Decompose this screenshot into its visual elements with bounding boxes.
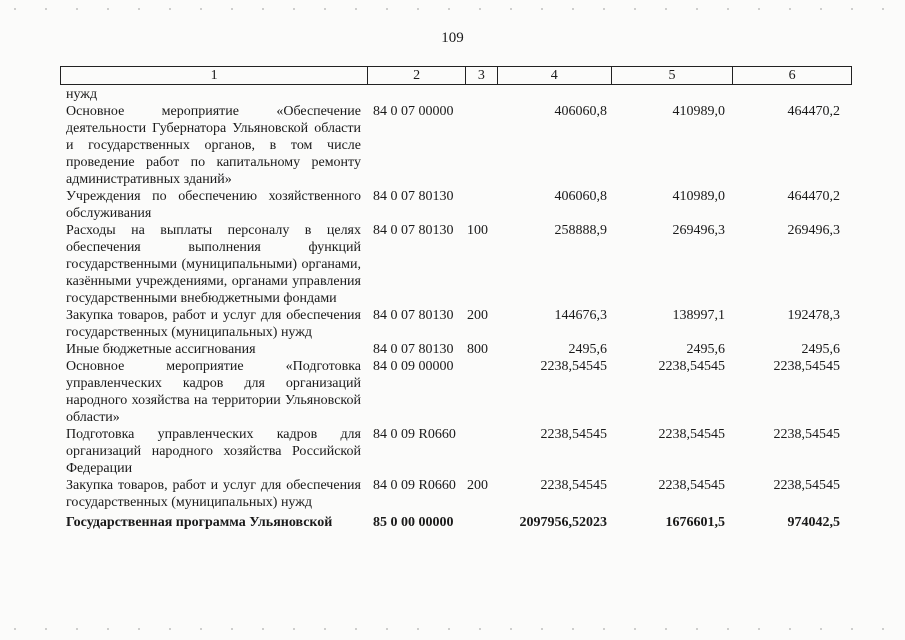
row-value-6: 2238,54545	[773, 359, 840, 374]
row-name: Основное мероприятие «Подготовка управленческих кадров для организаций народного хозяйства на территории Ульяновской области»	[66, 359, 361, 425]
row-name: Учреждения по обеспечению хозяйственного обслуживания	[66, 189, 361, 221]
row-type	[465, 188, 497, 222]
row-value-4: 2238,54545	[540, 478, 607, 493]
table-row	[60, 86, 852, 103]
header-col-6: 6	[732, 67, 851, 84]
row-value-5	[611, 86, 733, 103]
row-value-6: 2495,6	[801, 342, 840, 357]
row-type	[465, 514, 497, 531]
row-value-5: 138997,1	[672, 308, 725, 323]
row-code: 84 0 07 80130	[373, 308, 454, 323]
header-col-5: 5	[611, 67, 733, 84]
row-code: 84 0 07 80130	[373, 189, 454, 204]
row-name: Государственная программа Ульяновской	[66, 515, 333, 530]
row-value-5: 2238,54545	[658, 478, 725, 493]
row-value-5: 410989,0	[672, 104, 725, 119]
row-type: 200	[467, 308, 488, 323]
table-header-row	[60, 66, 852, 85]
row-value-4: 258888,9	[554, 223, 607, 238]
row-value-4: 2495,6	[568, 342, 607, 357]
row-type: 800	[467, 342, 488, 357]
row-value-4: 144676,3	[554, 308, 607, 323]
row-value-6: 974042,5	[787, 515, 840, 530]
row-code: 84 0 07 80130	[373, 342, 454, 357]
row-code: 84 0 09 R0660	[373, 427, 456, 442]
row-name: Иные бюджетные ассигнования	[66, 342, 256, 357]
row-value-4: 2238,54545	[540, 427, 607, 442]
header-col-2: 2	[367, 67, 465, 84]
table-row	[60, 341, 852, 358]
row-value-5: 410989,0	[672, 189, 725, 204]
page-number: 109	[441, 30, 464, 46]
row-value-6: 192478,3	[787, 308, 840, 323]
row-name: Основное мероприятие «Обеспечение деятельности Губернатора Ульяновской области и государственных органов, в том числе проведение работ по капитальному ремонту административных зданий»	[66, 104, 361, 187]
row-value-6: 464470,2	[787, 189, 840, 204]
row-value-6: 2238,54545	[773, 427, 840, 442]
row-code: 84 0 07 80130	[373, 223, 454, 238]
row-type	[465, 426, 497, 477]
row-value-6: 269496,3	[787, 223, 840, 238]
row-code: 84 0 07 00000	[373, 104, 454, 119]
header-col-4: 4	[497, 67, 611, 84]
row-value-4	[497, 86, 611, 103]
row-value-4: 406060,8	[554, 104, 607, 119]
row-name: Закупка товаров, работ и услуг для обеспечения государственных (муниципальных) нужд	[66, 478, 361, 510]
table-row	[60, 358, 852, 426]
row-value-4: 406060,8	[554, 189, 607, 204]
header-col-3: 3	[465, 67, 497, 84]
row-value-6: 464470,2	[787, 104, 840, 119]
row-type: 100	[467, 223, 488, 238]
row-code: 85 0 00 00000	[373, 515, 454, 530]
row-code: 84 0 09 00000	[373, 359, 454, 374]
row-code	[367, 86, 465, 103]
row-value-4: 2238,54545	[540, 359, 607, 374]
row-type	[465, 358, 497, 426]
table-body	[60, 86, 852, 531]
row-code: 84 0 09 R0660	[373, 478, 456, 493]
table-row	[60, 426, 852, 477]
table-row	[60, 103, 852, 188]
row-value-5: 2238,54545	[658, 427, 725, 442]
row-value-6	[733, 86, 852, 103]
row-name: нужд	[66, 87, 98, 102]
table-row-program-total	[60, 514, 852, 531]
row-value-5: 269496,3	[672, 223, 725, 238]
row-value-5: 2495,6	[686, 342, 725, 357]
header-col-1: 1	[210, 68, 218, 83]
row-type: 200	[467, 478, 488, 493]
row-value-6: 2238,54545	[773, 478, 840, 493]
table-row	[60, 188, 852, 222]
scan-noise-top	[0, 8, 905, 10]
table-row	[60, 477, 852, 511]
row-value-5: 2238,54545	[658, 359, 725, 374]
table-row	[60, 222, 852, 307]
row-name: Закупка товаров, работ и услуг для обеспечения государственных (муниципальных) нужд	[66, 308, 361, 340]
row-name: Подготовка управленческих кадров для организаций народного хозяйства Российской Федерации	[66, 427, 361, 476]
table-row	[60, 307, 852, 341]
row-type	[465, 86, 497, 103]
row-value-5: 1676601,5	[665, 515, 725, 530]
row-value-4: 2097956,52023	[519, 515, 607, 530]
row-name: Расходы на выплаты персоналу в целях обеспечения выполнения функций государственными (муниципальными) органами, казёнными учреждениями, органами управления государственными внебюджетными фондами	[66, 223, 361, 306]
scan-noise-bottom	[0, 628, 905, 630]
row-type	[465, 103, 497, 188]
